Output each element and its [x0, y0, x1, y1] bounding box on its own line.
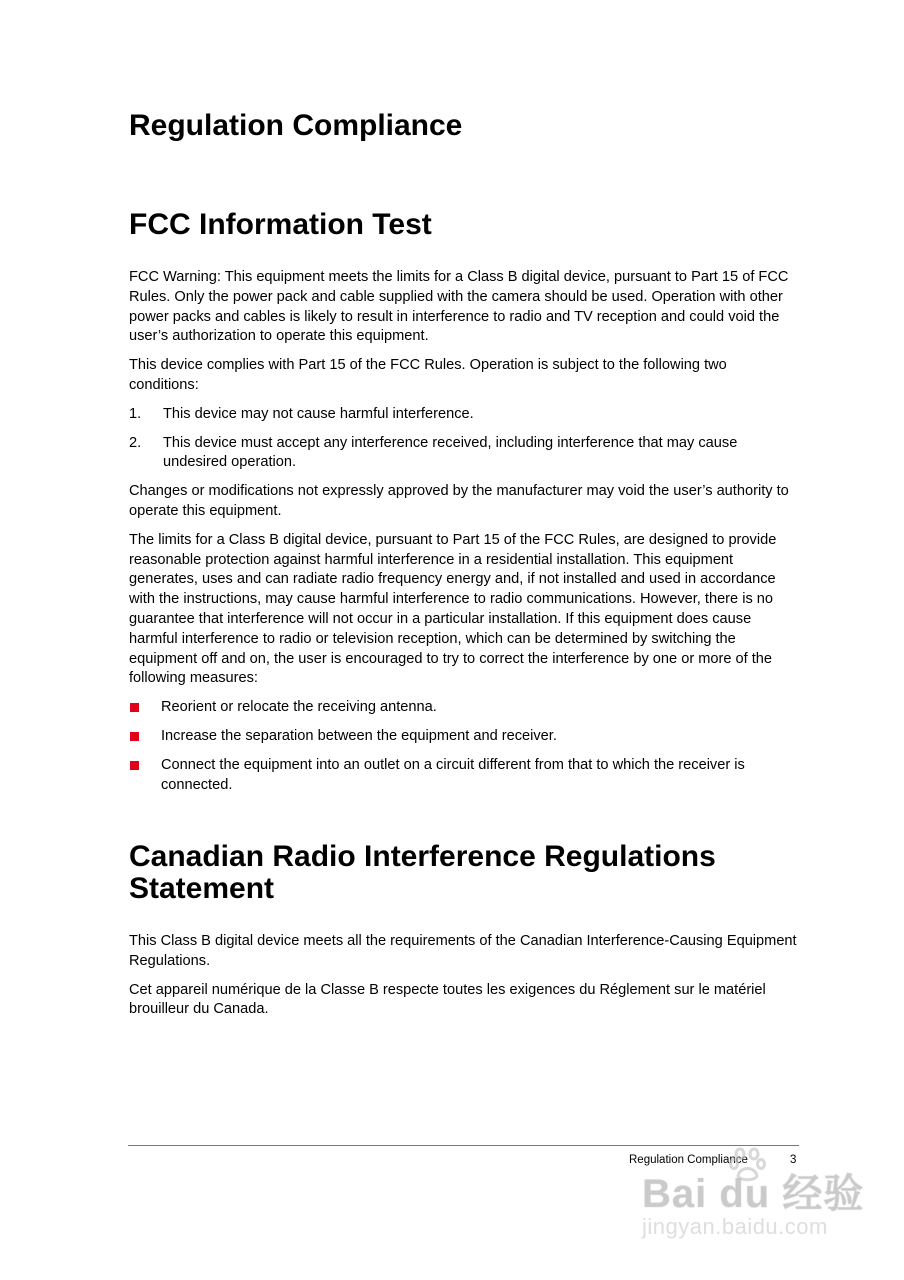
- canada-french-paragraph: Cet appareil numérique de la Classe B respecte toutes les exigences du Réglement sur le matériel brouilleur du Canada.: [129, 981, 766, 1018]
- fcc-warning-paragraph: FCC Warning: This equipment meets the limits for a Class B digital device, pursuant to Part 15 of FCC Rules. Only the power pack and cable supplied with the camera should be used. Operation with other power packs and cables is likely to result in interference to radio and TV reception and could void the user’s authorization to operate this equipment.: [129, 269, 789, 345]
- list-number: 2.: [129, 434, 142, 451]
- conditions-list: [129, 405, 799, 473]
- baidu-watermark: [636, 1140, 865, 1250]
- list-item-text: Connect the equipment into an outlet on a circuit different from that to which the receiver is connected.: [161, 756, 745, 793]
- list-item: [129, 434, 799, 474]
- canada-heading: Canadian Radio Interference Regulations Statement: [129, 840, 716, 905]
- fcc-limits-paragraph: The limits for a Class B digital device, pursuant to Part 15 of the FCC Rules, are designed to provide reasonable protection against harmful interference in a residential installation. This equipment generates, uses and can radiate radio frequency energy and, if not installed and used in accordance with the instructions, may cause harmful interference to radio communications. However, there is no guarantee that interference will not occur in a particular installation. If this equipment does cause harmful interference to radio or television reception, which can be determined by switching the equipment off and on, the user is encouraged to try to correct the interference by one or more of the following measures:: [129, 531, 777, 687]
- watermark-url: jingyan.baidu.com: [642, 1214, 828, 1239]
- list-item: [129, 405, 799, 425]
- list-item-text: Reorient or relocate the receiving antenna.: [161, 699, 437, 716]
- list-item: [129, 727, 799, 747]
- list-number: 1.: [129, 405, 142, 422]
- fcc-changes-paragraph: Changes or modifications not expressly approved by the manufacturer may void the user’s authority to operate this equipment.: [129, 483, 789, 519]
- red-square-bullet-icon: [130, 761, 139, 770]
- list-item: [129, 698, 799, 718]
- page-title: Regulation Compliance: [129, 109, 463, 142]
- canada-section: [129, 932, 799, 1029]
- fcc-heading: FCC Information Test: [129, 208, 432, 241]
- list-item: [129, 756, 799, 796]
- footer-title: Regulation Compliance: [629, 1154, 748, 1166]
- page-number: 3: [790, 1154, 797, 1166]
- watermark-logo-text: Bai du 经验: [642, 1172, 865, 1216]
- list-item-text: This device must accept any interference received, including interference that may cause undesired operation.: [163, 434, 738, 471]
- list-item-text: This device may not cause harmful interference.: [163, 405, 474, 422]
- fcc-section: [129, 268, 799, 804]
- fcc-compliance-paragraph: This device complies with Part 15 of the FCC Rules. Operation is subject to the following two conditions:: [129, 357, 727, 393]
- list-item-text: Increase the separation between the equipment and receiver.: [161, 727, 557, 744]
- canada-english-paragraph: This Class B digital device meets all the requirements of the Canadian Interference-Causing Equipment Regulations.: [129, 933, 797, 969]
- measures-list: [129, 698, 799, 795]
- red-square-bullet-icon: [130, 732, 139, 741]
- red-square-bullet-icon: [130, 703, 139, 712]
